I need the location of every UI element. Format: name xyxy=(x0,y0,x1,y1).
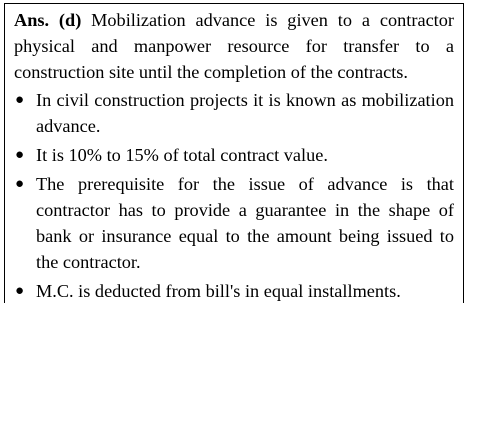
list-item-text: The prerequisite for the issue of advance is that contractor has to provide a guarantee in the shape of bank or insurance equal to the amount being issued to the contractor. xyxy=(36,174,454,272)
bullet-icon: ● xyxy=(15,92,25,108)
list-item-text: In civil construction projects it is known as mobilization advance. xyxy=(36,90,454,136)
bullet-icon: ● xyxy=(15,147,25,163)
answer-paragraph xyxy=(14,7,454,85)
bullet-list xyxy=(14,87,454,304)
answer-intro-text: Mobilization advance is given to a contractor physical and manpower resource for transfer to a construction site until the completion of the contracts. xyxy=(14,10,454,82)
list-item xyxy=(14,278,454,304)
list-item xyxy=(14,142,454,168)
list-item xyxy=(14,171,454,275)
bullet-icon: ● xyxy=(15,176,25,192)
list-item xyxy=(14,87,454,139)
answer-box xyxy=(4,3,464,303)
bullet-icon: ● xyxy=(15,283,25,299)
answer-label: Ans. (d) xyxy=(14,10,82,30)
list-item-text: It is 10% to 15% of total contract value. xyxy=(36,145,328,165)
list-item-text: M.C. is deducted from bill's in equal installments. xyxy=(36,281,401,301)
